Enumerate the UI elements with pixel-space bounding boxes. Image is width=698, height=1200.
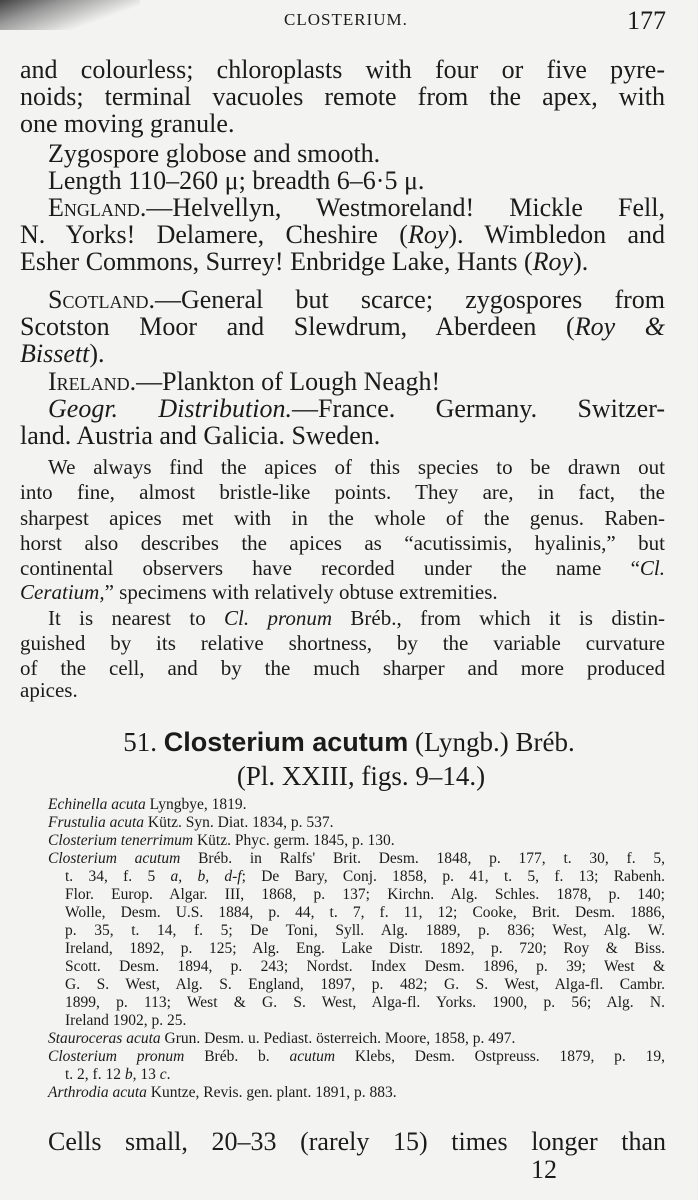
- text-segment: .: [166, 1066, 171, 1083]
- reference-line: [48, 796, 246, 814]
- page-number: 177: [627, 6, 666, 35]
- text-segment: Kütz. Syn. Diat. 1834, p. 537.: [144, 814, 334, 831]
- text-segment: Lyngbye, 1819.: [145, 796, 247, 813]
- text-segment: ). Wimbledon and: [448, 220, 665, 249]
- text-segment: sharpest apices met with in the whole of the genus. Raben-: [20, 506, 665, 530]
- text-segment: Ireland 1902, p. 25.: [65, 1012, 187, 1029]
- text-segment: Zygospore globose and smooth.: [48, 139, 381, 168]
- region-label: England.: [48, 193, 147, 222]
- italic-text: Roy: [407, 220, 449, 249]
- text-line: [20, 422, 380, 450]
- scan-edge-shadow: [0, 0, 140, 30]
- running-title: CLOSTERIUM.: [284, 10, 408, 29]
- text-line: [20, 631, 665, 655]
- species-name: Closterium acutum: [163, 727, 409, 757]
- italic-text: Closterium tenerrimum: [48, 832, 194, 849]
- text-segment: Ireland, 1892, p. 125; Alg. Eng. Lake Distr. 1892, p. 720; Roy & Biss.: [65, 940, 665, 957]
- text-segment: G. S. West, Alg. S. England, 1897, p. 482; G. S. West, Alga-fl. Cambr.: [65, 976, 665, 993]
- text-segment: of the cell, and by the much sharper and more produced: [20, 656, 665, 680]
- text-segment: t. 2, f. 12: [65, 1066, 125, 1083]
- reference-line: [48, 1030, 515, 1048]
- reference-line: [65, 868, 665, 886]
- reference-line: [65, 904, 665, 922]
- reference-line: [48, 1048, 665, 1066]
- reference-line: [65, 1012, 186, 1030]
- text-segment: Wolle, Desm. U.S. 1884, p. 44, t. 7, f. 11, 12; Cooke, Brit. Desm. 1886,: [65, 904, 665, 921]
- text-segment: land. Austria and Galicia. Sweden.: [20, 421, 381, 450]
- italic-text: Frustulia acuta: [48, 814, 145, 831]
- reference-line: [65, 976, 665, 994]
- reference-line: [48, 832, 395, 850]
- text-segment: apices.: [20, 678, 78, 702]
- reference-line: [65, 958, 665, 976]
- text-segment: continental observers have recorded under the name “: [20, 556, 640, 580]
- text-line: [20, 506, 665, 530]
- text-segment: ” specimens with relatively obtuse extremities.: [104, 580, 498, 604]
- text-segment: 1899, p. 113; West & G. S. West, Alga-fl. Yorks. 1900, p. 56; Alg. N.: [65, 994, 665, 1011]
- text-segment: Length 110–260 μ; breadth 6–6·5 μ.: [48, 166, 425, 195]
- reference-line: [65, 886, 665, 904]
- italic-text: Cl.: [639, 556, 665, 580]
- signature-mark: 12: [531, 1155, 557, 1184]
- text-line: [20, 656, 665, 680]
- italic-text: Stauroceras acuta: [48, 1030, 161, 1047]
- italic-text: Closterium pronum: [48, 1048, 185, 1065]
- species-number: 51.: [123, 727, 164, 757]
- text-segment: and colourless; chloroplasts with four or five pyre-: [20, 55, 665, 84]
- text-line: [48, 606, 665, 630]
- text-line: [20, 83, 665, 111]
- text-line: [48, 455, 665, 479]
- italic-text: Closterium acutum: [48, 850, 181, 867]
- text-segment: Flor. Europ. Algar. III, 1868, p. 137; Kirchn. Alg. Schles. 1878, p. 140;: [65, 886, 665, 903]
- text-segment: Bréb. b.: [184, 1048, 290, 1065]
- reference-line: [65, 1066, 170, 1084]
- text-line: [48, 140, 380, 168]
- text-line: [20, 110, 234, 138]
- text-segment: noids; terminal vacuoles remote from the apex, with: [20, 82, 665, 111]
- text-segment: p. 35, t. 14, f. 5; De Toni, Syll. Alg. 1889, p. 836; West, Alg. W.: [65, 922, 665, 939]
- italic-text: Geogr. Distribution.: [48, 394, 293, 423]
- region-label: Ireland.: [48, 367, 137, 396]
- text-line: [20, 556, 665, 580]
- text-line: [48, 368, 440, 396]
- text-segment: It is nearest to: [48, 606, 225, 630]
- reference-line: [65, 940, 665, 958]
- italic-text: Bissett: [20, 339, 90, 368]
- italic-text: Echinella acuta: [48, 796, 146, 813]
- text-line: [20, 56, 665, 84]
- text-line: [48, 395, 665, 423]
- text-segment: —Plankton of Lough Neagh!: [136, 367, 441, 396]
- text-segment: We always find the apices of this species to be drawn out: [48, 455, 665, 479]
- reference-line: [65, 922, 665, 940]
- region-label: Scotland.: [48, 285, 155, 314]
- text-segment: Kütz. Phyc. germ. 1845, p. 130.: [193, 832, 395, 849]
- text-line: [20, 221, 665, 249]
- italic-text: c: [159, 1066, 167, 1083]
- text-segment: Grun. Desm. u. Pediast. österreich. Moore, 1858, p. 497.: [160, 1030, 516, 1047]
- text-segment: Bréb. in Ralfs' Brit. Desm. 1848, p. 177, t. 30, f. 5,: [180, 850, 665, 867]
- text-line: [20, 580, 498, 604]
- text-segment: —Helvellyn, Westmoreland! Mickle Fell,: [146, 193, 665, 222]
- text-segment: Esher Commons, Surrey! Enbridge Lake, Hants (: [20, 247, 533, 276]
- italic-text: Arthrodia acuta: [48, 1084, 147, 1101]
- text-line: [48, 194, 665, 222]
- text-segment: Kuntze, Revis. gen. plant. 1891, p. 883.: [146, 1084, 397, 1101]
- reference-line: [48, 1084, 397, 1102]
- text-segment: Scott. Desm. 1894, p. 243; Nordst. Index Desm. 1896, p. 39; West &: [65, 958, 665, 975]
- species-authority: (Lyngb.) Bréb.: [408, 727, 575, 757]
- text-segment: horst also describes the apices as “acutissimis, hyalinis,” but: [20, 531, 665, 555]
- text-segment: one moving granule.: [20, 109, 235, 138]
- text-segment: into fine, almost bristle-like points. They are, in fact, the: [20, 480, 665, 504]
- reference-line: [48, 814, 333, 832]
- text-segment: , 13: [132, 1066, 160, 1083]
- text-line: [20, 248, 588, 276]
- text-segment: —General but scarce; zygospores from: [154, 285, 665, 314]
- text-segment: guished by its relative shortness, by the variable curvature: [20, 631, 665, 655]
- text-line: [20, 531, 665, 555]
- italic-text: a, b, d-f: [170, 868, 242, 885]
- text-segment: ).: [573, 247, 589, 276]
- text-segment: ; De Bary, Conj. 1858, p. 41, t. 5, f. 13; Rabenh.: [241, 868, 665, 885]
- italic-text: Roy &: [574, 312, 665, 341]
- text-segment: t. 34, f. 5: [65, 868, 171, 885]
- plate-reference: (Pl. XXIII, figs. 9–14.): [236, 761, 486, 791]
- italic-text: Cl. pronum: [224, 606, 333, 630]
- reference-line: [65, 994, 665, 1012]
- species-heading: [0, 728, 698, 756]
- italic-text: acutum: [289, 1048, 336, 1065]
- text-line: [48, 167, 424, 195]
- text-line: [20, 313, 665, 341]
- text-segment: Bréb., from which it is distin-: [332, 606, 665, 630]
- reference-line: [48, 850, 665, 868]
- text-segment: ).: [89, 339, 105, 368]
- italic-text: Roy: [532, 247, 574, 276]
- text-line: [20, 340, 105, 368]
- final-line: Cells small, 20–33 (rarely 15) times longer than: [48, 1127, 666, 1156]
- text-line: [48, 286, 665, 314]
- text-segment: N. Yorks! Delamere, Cheshire (: [20, 220, 408, 249]
- text-segment: Klebs, Desm. Ostpreuss. 1879, p. 19,: [335, 1048, 665, 1065]
- text-line: [20, 480, 665, 504]
- italic-text: b: [124, 1066, 133, 1083]
- text-segment: —France. Germany. Switzer-: [292, 394, 665, 423]
- text-segment: Scotston Moor and Slewdrum, Aberdeen (: [20, 312, 575, 341]
- text-line: [20, 678, 78, 702]
- italic-text: Ceratium,: [20, 580, 105, 604]
